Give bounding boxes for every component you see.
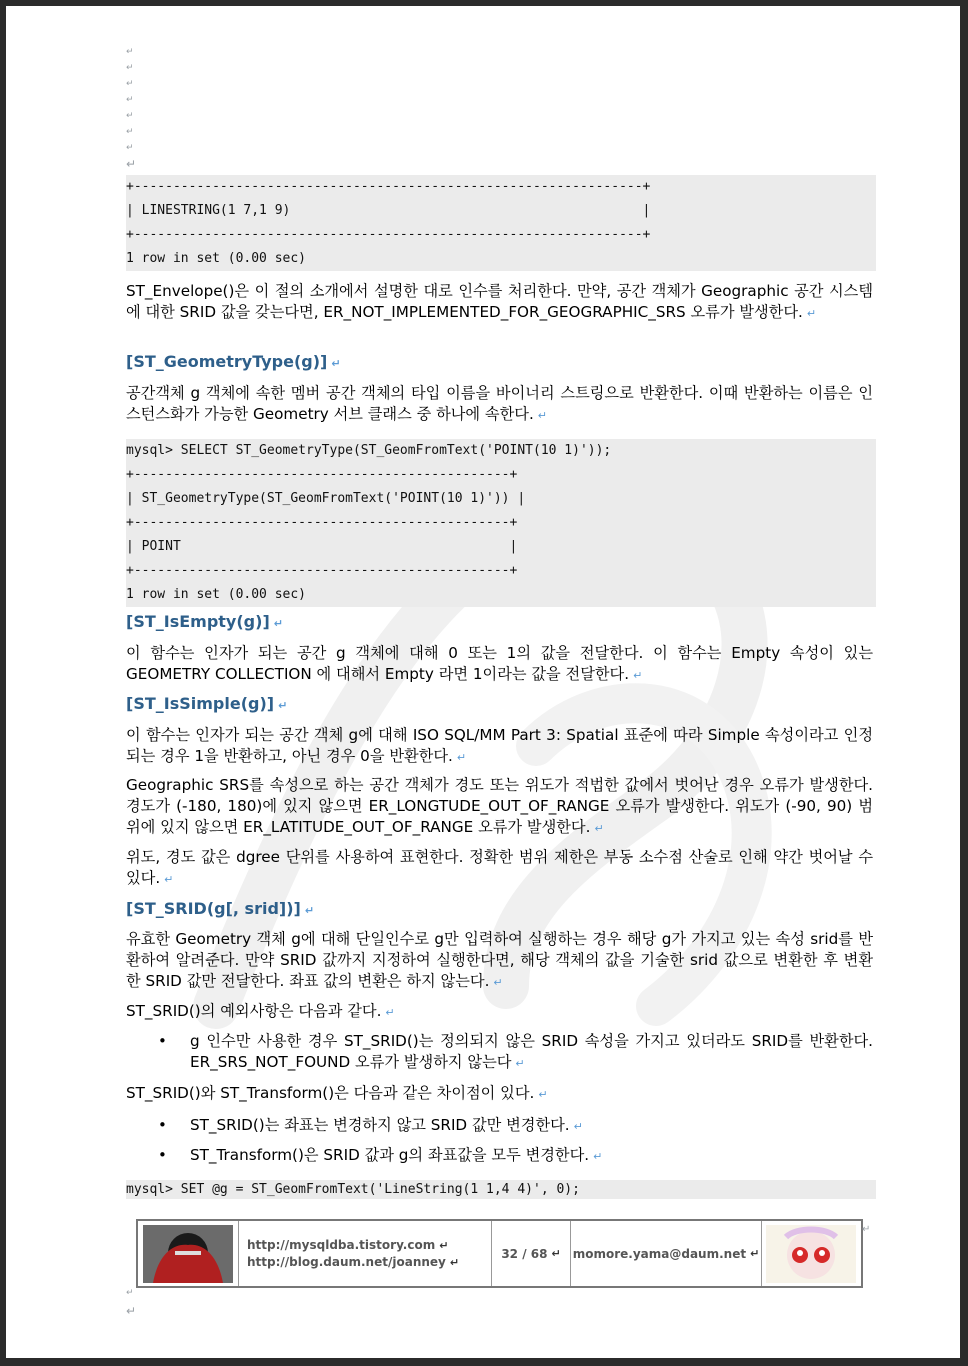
- paragraph-geometrytype: 공간객체 g 객체에 속한 멤버 공간 객체의 타입 이름을 바이너리 스트링으로 반환한다. 이때 반환하는 이름은 인스턴스화가 가능한 Geometry 서브 클래스 중 하나에 속한다. ↵: [126, 384, 873, 423]
- paragraph-dgree: 위도, 경도 값은 dgree 단위를 사용하여 표현한다. 정확한 범위 제한은 부동 소수점 산술로 인해 약간 벗어날 수 있다. ↵: [126, 848, 873, 887]
- footer-table: [136, 1219, 863, 1288]
- code-block-geometrytype: [126, 439, 876, 607]
- footer-url-daum[interactable]: http://blog.daum.net/joanney ↵: [247, 1254, 460, 1269]
- heading-st-issimple: [ST_IsSimple(g)] ↵: [126, 694, 288, 713]
- code-line: +-----------------------------------------------------------------+: [126, 227, 651, 242]
- paragraph-isempty: 이 함수는 인자가 되는 공간 g 객체에 대해 0 또는 1의 값을 전달한다. 이 함수는 Empty 속성이 있는 GEOMETRY COLLECTION 에 대해서 Empty 라면 1이라는 값을 전달한다. ↵: [126, 644, 873, 683]
- bullet-item-st-transform: ST_Transform()은 SRID 값과 g의 좌표값을 모두 변경한다. ↵: [190, 1146, 603, 1164]
- code-line: | ST_GeometryType(ST_GeomFromText('POINT(10 1)')) |: [126, 491, 526, 506]
- code-line: +-----------------------------------------------------------------+: [126, 179, 651, 194]
- paragraph-mark: ↵: [126, 1288, 134, 1298]
- code-block-linestring: [126, 175, 876, 271]
- paragraph-mark: ↵: [126, 1304, 137, 1318]
- footer-page-number: 32 / 68 ↵: [492, 1221, 571, 1286]
- code-line: +------------------------------------------------+: [126, 563, 518, 578]
- bullet-item-srid-exception: g 인수만 사용한 경우 ST_SRID()는 정의되지 않은 SRID 속성을 가지고 있더라도 SRID를 반환한다. ER_SRS_NOT_FOUND 오류가 발생하지 않는다 ↵: [190, 1032, 873, 1071]
- paragraph-mark: ↵: [862, 1224, 871, 1235]
- heading-st-geometrytype: [ST_GeometryType(g)] ↵: [126, 352, 341, 371]
- code-line: | LINESTRING(1 7,1 9) |: [126, 203, 651, 218]
- paragraph-envelope: ST_Envelope()은 이 절의 소개에서 설명한 대로 인수를 처리한다. 만약, 공간 객체가 Geographic 공간 시스템에 대한 SRID 값을 갖는다면, ER_NOT_IMPLEMENTED_FOR_GEOGRAPHIC_SRS 오류가 발생한다. ↵: [126, 282, 873, 321]
- code-line: 1 row in set (0.00 sec): [126, 251, 307, 266]
- paragraph-geographic-srs: Geographic SRS를 속성으로 하는 공간 객체가 경도 또는 위도가 적법한 값에서 벗어난 경우 오류가 발생한다. 경도가 (-180, 180)에 있지 않으면 ER_LONGTUDE_OUT_OF_RANGE 오류가 발생한다. 위도가 (-90, 90) 범위에 있지 않으면 ER_LATITUDE_OUT_OF_RANGE 오류가 발생한다. ↵: [126, 776, 873, 836]
- code-line: +------------------------------------------------+: [126, 515, 518, 530]
- heading-st-srid: [ST_SRID(g[, srid])] ↵: [126, 899, 315, 918]
- code-line: +------------------------------------------------+: [126, 467, 518, 482]
- code-line: mysql> SELECT ST_GeometryType(ST_GeomFromText('POINT(10 1)'));: [126, 443, 612, 458]
- footer-avatar-right: [762, 1221, 859, 1286]
- paragraph-srid: 유효한 Geometry 객체 g에 대해 단일인수로 g만 입력하여 실행하는 경우 해당 g가 가지고 있는 속성 srid를 반환하여 알려준다. 만약 SRID 값까지 지정하여 실행한다면, 해당 객체의 값을 기술한 srid 값으로 변환한 후 변환한 SRID 값만 전달한다. 좌표 값의 변환은 하지 않는다. ↵: [126, 930, 873, 990]
- code-line: mysql> SET @g = ST_GeomFromText('LineString(1 1,4 4)', 0);: [126, 1182, 580, 1197]
- avatar-cartoon-icon: [766, 1225, 856, 1283]
- paragraph-difference: ST_SRID()와 ST_Transform()은 다음과 같은 차이점이 있다. ↵: [126, 1084, 548, 1102]
- bullet-item-st-srid: ST_SRID()는 좌표는 변경하지 않고 SRID 값만 변경한다. ↵: [190, 1116, 583, 1134]
- bullet-symbol: •: [158, 1116, 167, 1134]
- paragraph-issimple: 이 함수는 인자가 되는 공간 객체 g에 대해 ISO SQL/MM Part 3: Spatial 표준에 따라 Simple 속성이라고 인정되는 경우 1을 반환하고, 아닌 경우 0을 반환한다. ↵: [126, 726, 873, 765]
- empty-paragraph-marks: ↵ ↵ ↵ ↵ ↵ ↵ ↵ ↵: [126, 47, 137, 171]
- heading-st-isempty: [ST_IsEmpty(g)] ↵: [126, 612, 283, 631]
- avatar-dark-icon: [143, 1225, 233, 1283]
- footer-url-tistory[interactable]: http://mysqldba.tistory.com ↵: [247, 1237, 449, 1252]
- code-line: 1 row in set (0.00 sec): [126, 587, 307, 602]
- footer-avatar-left: [138, 1221, 239, 1286]
- footer-email: momore.yama@daum.net ↵: [571, 1221, 762, 1286]
- footer-urls: [239, 1221, 492, 1286]
- code-line: | POINT |: [126, 539, 518, 554]
- paragraph-exceptions: ST_SRID()의 예외사항은 다음과 같다. ↵: [126, 1002, 395, 1020]
- code-block-set-g: [126, 1180, 876, 1199]
- bullet-symbol: •: [158, 1146, 167, 1164]
- bullet-symbol: •: [158, 1032, 167, 1050]
- document-page: [6, 6, 960, 1358]
